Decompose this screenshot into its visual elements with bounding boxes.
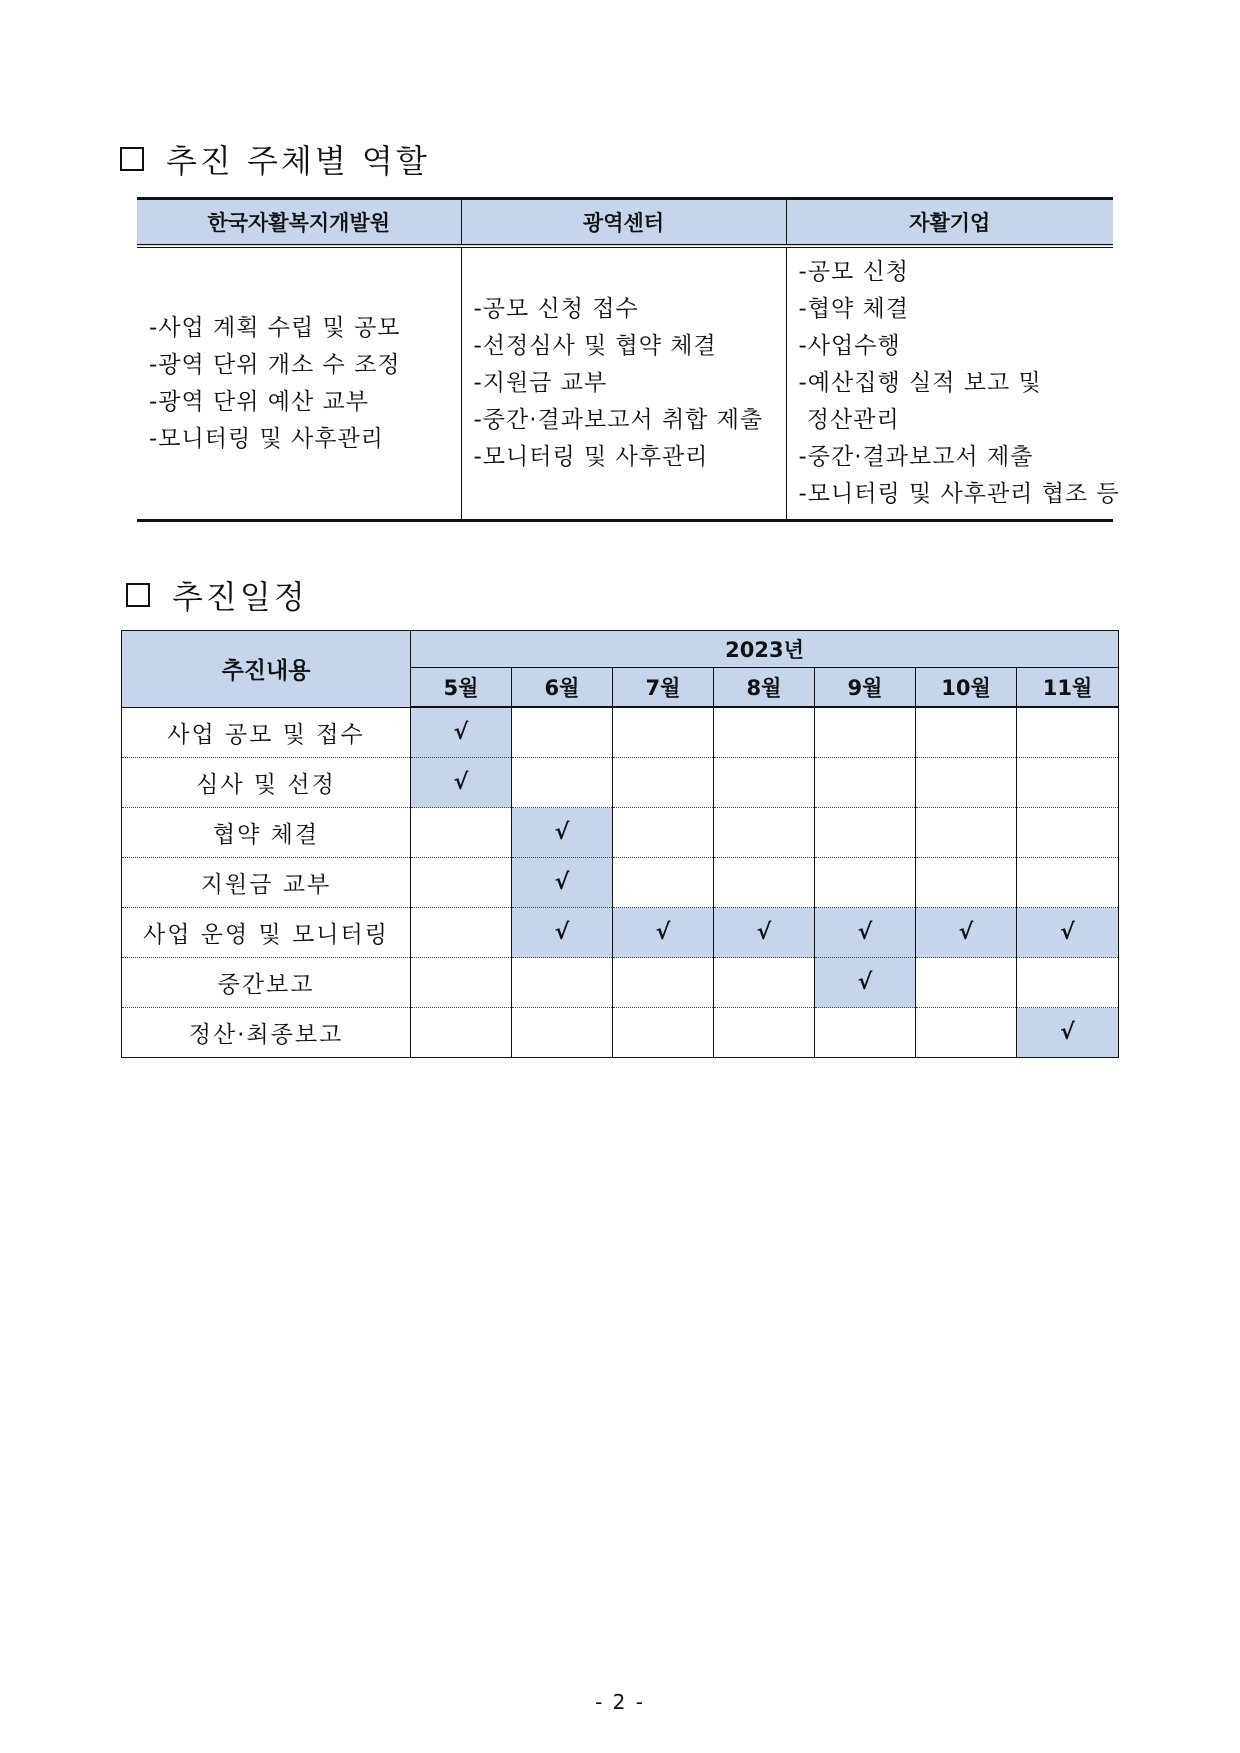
schedule-year-row xyxy=(122,631,1119,668)
schedule-month-header: 7월 xyxy=(613,668,714,708)
schedule-check-cell: √ xyxy=(1017,908,1119,958)
schedule-empty-cell xyxy=(815,758,916,808)
schedule-check-cell: √ xyxy=(1017,1008,1119,1058)
schedule-empty-cell xyxy=(916,808,1017,858)
schedule-empty-cell xyxy=(411,858,512,908)
schedule-check-cell: √ xyxy=(411,707,512,758)
schedule-row xyxy=(122,858,1119,908)
schedule-check-cell: √ xyxy=(613,908,714,958)
role-item: -모니터링 및 사후관리 xyxy=(149,425,384,452)
schedule-month-header: 8월 xyxy=(714,668,815,708)
role-item: -중간·결과보고서 취합 제출 xyxy=(473,407,764,433)
checkbox-square-icon xyxy=(120,147,144,171)
schedule-row xyxy=(122,808,1119,858)
checkbox-square-icon xyxy=(126,583,150,607)
role-item: -광역 단위 개소 수 조정 xyxy=(149,351,401,378)
roles-cell-col3 xyxy=(786,246,1120,521)
schedule-empty-cell xyxy=(411,908,512,958)
schedule-empty-cell xyxy=(815,707,916,758)
role-item: -중간·결과보고서 제출 xyxy=(798,444,1034,470)
schedule-empty-cell xyxy=(714,958,815,1008)
schedule-empty-cell xyxy=(512,758,613,808)
roles-header: 자활기업 xyxy=(786,199,1113,247)
role-item: -모니터링 및 사후관리 협조 등 xyxy=(798,481,1120,507)
schedule-empty-cell xyxy=(1017,858,1119,908)
schedule-empty-cell xyxy=(815,858,916,908)
roles-cell-col1 xyxy=(137,246,461,521)
role-item: -사업 계획 수립 및 공모 xyxy=(149,314,401,341)
schedule-row-label: 사업 운영 및 모니터링 xyxy=(122,908,411,958)
schedule-empty-cell xyxy=(815,1008,916,1058)
schedule-check-cell: √ xyxy=(916,908,1017,958)
role-item: 정산관리 xyxy=(798,407,900,433)
schedule-row xyxy=(122,958,1119,1008)
section-title-text: 추진 주체별 역할 xyxy=(166,142,430,180)
role-item: -공모 신청 xyxy=(798,259,909,285)
schedule-empty-cell xyxy=(1017,707,1119,758)
role-item: -사업수행 xyxy=(798,333,901,359)
schedule-year-header: 2023년 xyxy=(411,631,1119,668)
schedule-empty-cell xyxy=(613,707,714,758)
section-title-roles xyxy=(120,136,430,182)
schedule-row xyxy=(122,758,1119,808)
roles-header: 한국자활복지개발원 xyxy=(137,199,461,247)
schedule-empty-cell xyxy=(916,758,1017,808)
schedule-empty-cell xyxy=(714,808,815,858)
schedule-month-header: 10월 xyxy=(916,668,1017,708)
role-item: -지원금 교부 xyxy=(473,370,608,396)
schedule-empty-cell xyxy=(411,1008,512,1058)
roles-table xyxy=(137,197,1120,522)
schedule-table xyxy=(121,630,1119,1058)
schedule-row xyxy=(122,1008,1119,1058)
schedule-month-header: 5월 xyxy=(411,668,512,708)
schedule-check-cell: √ xyxy=(411,758,512,808)
role-item: -협약 체결 xyxy=(798,296,909,322)
role-item: -모니터링 및 사후관리 xyxy=(473,444,709,470)
roles-header: 광역센터 xyxy=(461,199,786,247)
schedule-check-cell: √ xyxy=(815,958,916,1008)
schedule-empty-cell xyxy=(613,758,714,808)
schedule-month-header: 11월 xyxy=(1017,668,1119,708)
schedule-row-label: 지원금 교부 xyxy=(122,858,411,908)
schedule-empty-cell xyxy=(1017,958,1119,1008)
schedule-check-cell: √ xyxy=(815,908,916,958)
schedule-empty-cell xyxy=(512,958,613,1008)
schedule-month-header: 9월 xyxy=(815,668,916,708)
page-number: - 2 - xyxy=(595,1690,645,1714)
schedule-check-cell: √ xyxy=(512,858,613,908)
role-item: -선정심사 및 협약 체결 xyxy=(473,333,717,359)
schedule-check-cell: √ xyxy=(512,908,613,958)
schedule-empty-cell xyxy=(512,1008,613,1058)
schedule-empty-cell xyxy=(613,1008,714,1058)
schedule-empty-cell xyxy=(512,707,613,758)
schedule-empty-cell xyxy=(916,707,1017,758)
schedule-check-cell: √ xyxy=(512,808,613,858)
schedule-empty-cell xyxy=(916,1008,1017,1058)
schedule-empty-cell xyxy=(411,958,512,1008)
schedule-row-label: 협약 체결 xyxy=(122,808,411,858)
schedule-row-label: 중간보고 xyxy=(122,958,411,1008)
role-item: -공모 신청 접수 xyxy=(473,296,639,322)
schedule-empty-cell xyxy=(613,808,714,858)
role-item: -광역 단위 예산 교부 xyxy=(149,388,369,415)
roles-cell-col2 xyxy=(461,246,786,521)
schedule-row xyxy=(122,908,1119,958)
schedule-empty-cell xyxy=(714,758,815,808)
section-title-schedule xyxy=(126,572,308,618)
roles-body-row xyxy=(137,246,1113,521)
schedule-empty-cell xyxy=(714,1008,815,1058)
role-item: -예산집행 실적 보고 및 xyxy=(798,370,1042,396)
schedule-row xyxy=(122,707,1119,758)
schedule-content-header: 추진내용 xyxy=(122,631,411,708)
schedule-empty-cell xyxy=(411,808,512,858)
schedule-row-label: 사업 공모 및 접수 xyxy=(122,707,411,758)
schedule-empty-cell xyxy=(1017,808,1119,858)
schedule-empty-cell xyxy=(613,958,714,1008)
schedule-month-header: 6월 xyxy=(512,668,613,708)
section-title-text: 추진일정 xyxy=(172,578,308,616)
schedule-empty-cell xyxy=(613,858,714,908)
roles-header-row xyxy=(137,199,1113,247)
schedule-empty-cell xyxy=(1017,758,1119,808)
schedule-empty-cell xyxy=(815,808,916,858)
schedule-body xyxy=(122,707,1119,1058)
schedule-empty-cell xyxy=(916,958,1017,1008)
schedule-check-cell: √ xyxy=(714,908,815,958)
schedule-empty-cell xyxy=(916,858,1017,908)
schedule-empty-cell xyxy=(714,858,815,908)
schedule-row-label: 정산·최종보고 xyxy=(122,1008,411,1058)
schedule-row-label: 심사 및 선정 xyxy=(122,758,411,808)
schedule-empty-cell xyxy=(714,707,815,758)
